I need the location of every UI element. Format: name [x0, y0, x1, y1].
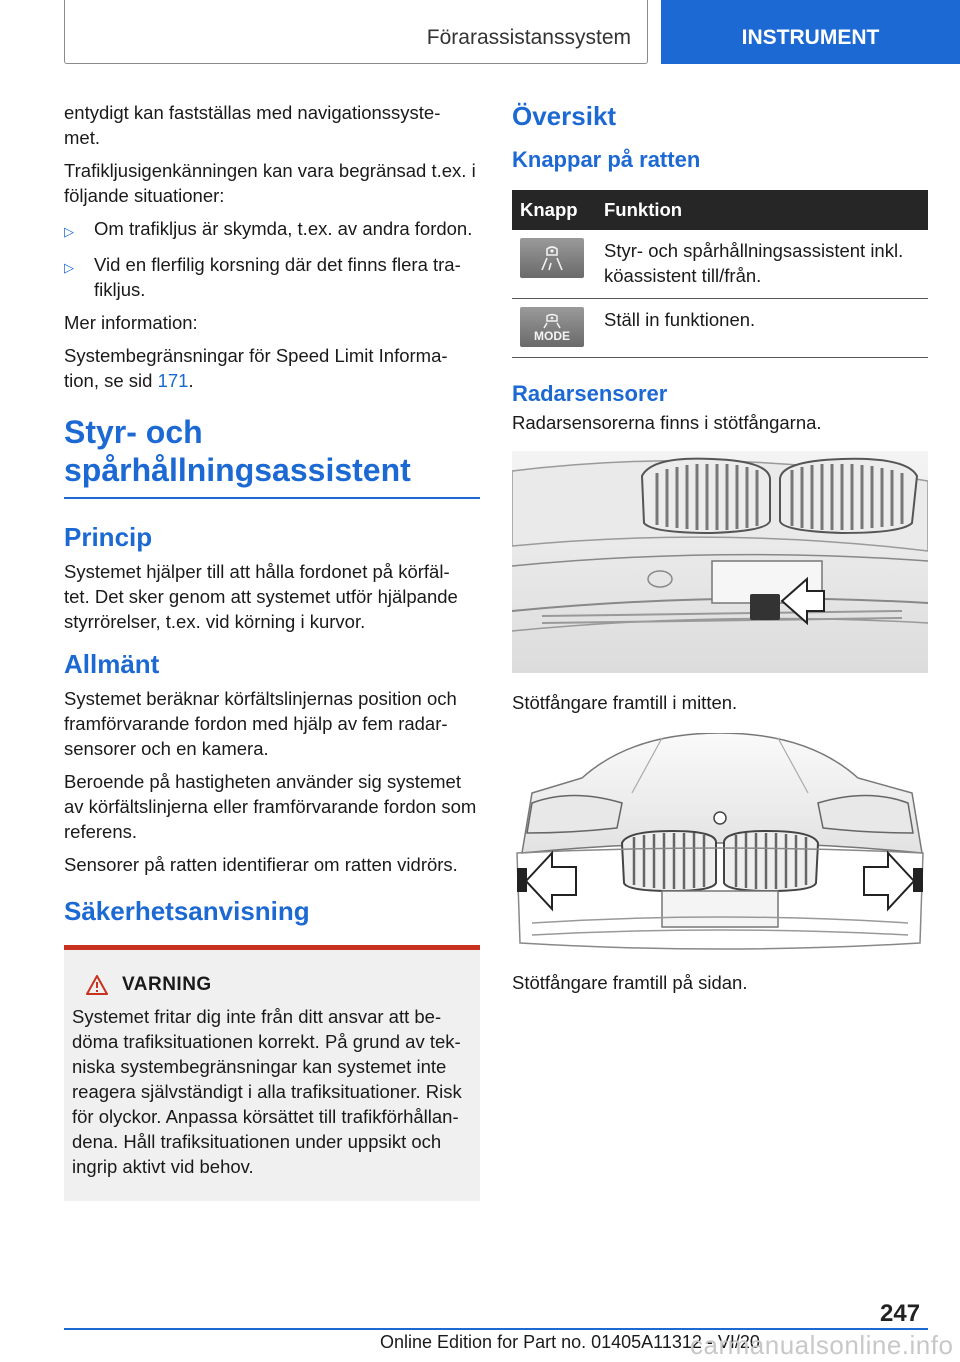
allmant-paragraph-3: Sensorer på ratten identifierar om ratten vidrörs. [64, 854, 458, 875]
allmant-paragraph-1: Systemet beräknar körfältslinjernas position och framförvarande fordon med hjälp av fem radar- sensorer och en kamera. [64, 688, 457, 759]
caption-bumper-center: Stötfångare framtill i mitten. [512, 692, 738, 713]
more-info-label: Mer information: [64, 312, 198, 333]
reference-text: Systembegränsningar för Speed Limit Informa- tion, se sid [64, 345, 448, 391]
list-item-text: Vid en flerfilig korsning där det finns flera tra- fikljus. [94, 254, 461, 300]
table-row [512, 230, 928, 299]
list-item-text: Om trafikljus är skymda, t.ex. av andra fordon. [94, 218, 473, 239]
warning-triangle-icon [86, 975, 108, 995]
bumper-center-illustration [512, 451, 928, 678]
header-chapter-tab[interactable] [661, 0, 960, 64]
warning-label: VARNING [122, 974, 212, 995]
warning-title [86, 974, 472, 996]
column-header-function: Funktion [596, 190, 928, 230]
heading-princip: Princip [64, 522, 153, 552]
mode-button-label: MODE [534, 328, 570, 343]
steering-assist-icon [520, 238, 584, 278]
intro-paragraph-2: Trafikljusigenkänningen kan vara begränsad t.ex. i följande situationer: [64, 160, 476, 206]
heading-oversikt: Översikt [512, 101, 617, 131]
intro-paragraph-1: entydigt kan fastställas med navigationssyste- met. [64, 102, 441, 148]
reference-end: . [188, 370, 194, 391]
page-number: 247 [880, 1300, 921, 1327]
heading-sakerhetsanvisning: Säkerhetsanvisning [64, 896, 310, 926]
page-reference-link[interactable]: 171 [157, 370, 189, 391]
table-row [512, 299, 928, 358]
buttons-table [512, 190, 928, 358]
princip-text: Systemet hjälper till att hålla fordonet på körfäl- tet. Det sker genom att systemet utför hjälpande styrrörelser, t.ex. vid körning i kurvor. [64, 561, 458, 632]
reference-paragraph [64, 343, 480, 393]
list-item [64, 252, 480, 302]
watermark: carmanualsonline.info [690, 1330, 954, 1360]
header-section-tab [64, 0, 648, 64]
warning-text: Systemet fritar dig inte från ditt ansvar att be- döma trafiksituationen korrekt. På grund av tek- niska systembegränsningar kan systemet inte reagera självständigt i alla trafiksituationer. Risk för olyckor. Anpassa körsättet till trafikförhållan- dena. Håll trafiksituationen under uppsikt och ingrip aktivt vid behov. [72, 1006, 462, 1177]
mode-button-icon [520, 307, 584, 347]
heading-knappar: Knappar på ratten [512, 147, 701, 172]
bumper-side-illustration [512, 733, 928, 960]
warning-box [64, 950, 480, 1201]
footer-edition: Online Edition for Part no. 01405A11312 - VI/20 [380, 1332, 760, 1352]
column-header-button: Knapp [512, 190, 596, 230]
section-title-steering-assist: Styr- och spårhållningsassistent [64, 414, 411, 488]
allmant-paragraph-2: Beroende på hastigheten använder sig systemet av körfältslinjerna eller framförvarande fordon som referens. [64, 771, 477, 842]
list-item [64, 216, 480, 244]
section-divider [64, 497, 480, 499]
bullet-triangle-icon: ▷ [64, 260, 74, 275]
left-column [64, 100, 480, 1201]
right-column [512, 100, 928, 995]
heading-radarsensorer: Radarsensorer [512, 381, 668, 406]
caption-bumper-side: Stötfångare framtill på sidan. [512, 972, 748, 993]
function-cell: Styr- och spårhållningsassistent inkl. köassistent till/från. [596, 230, 928, 299]
heading-allmant: Allmänt [64, 649, 160, 679]
bullet-triangle-icon: ▷ [64, 224, 74, 239]
header-chapter-title: INSTRUMENT [741, 26, 880, 49]
header-section-title: Förarassistanssystem [426, 26, 631, 49]
function-cell: Ställ in funktionen. [596, 299, 928, 358]
radar-text: Radarsensorerna finns i stötfångarna. [512, 412, 822, 433]
